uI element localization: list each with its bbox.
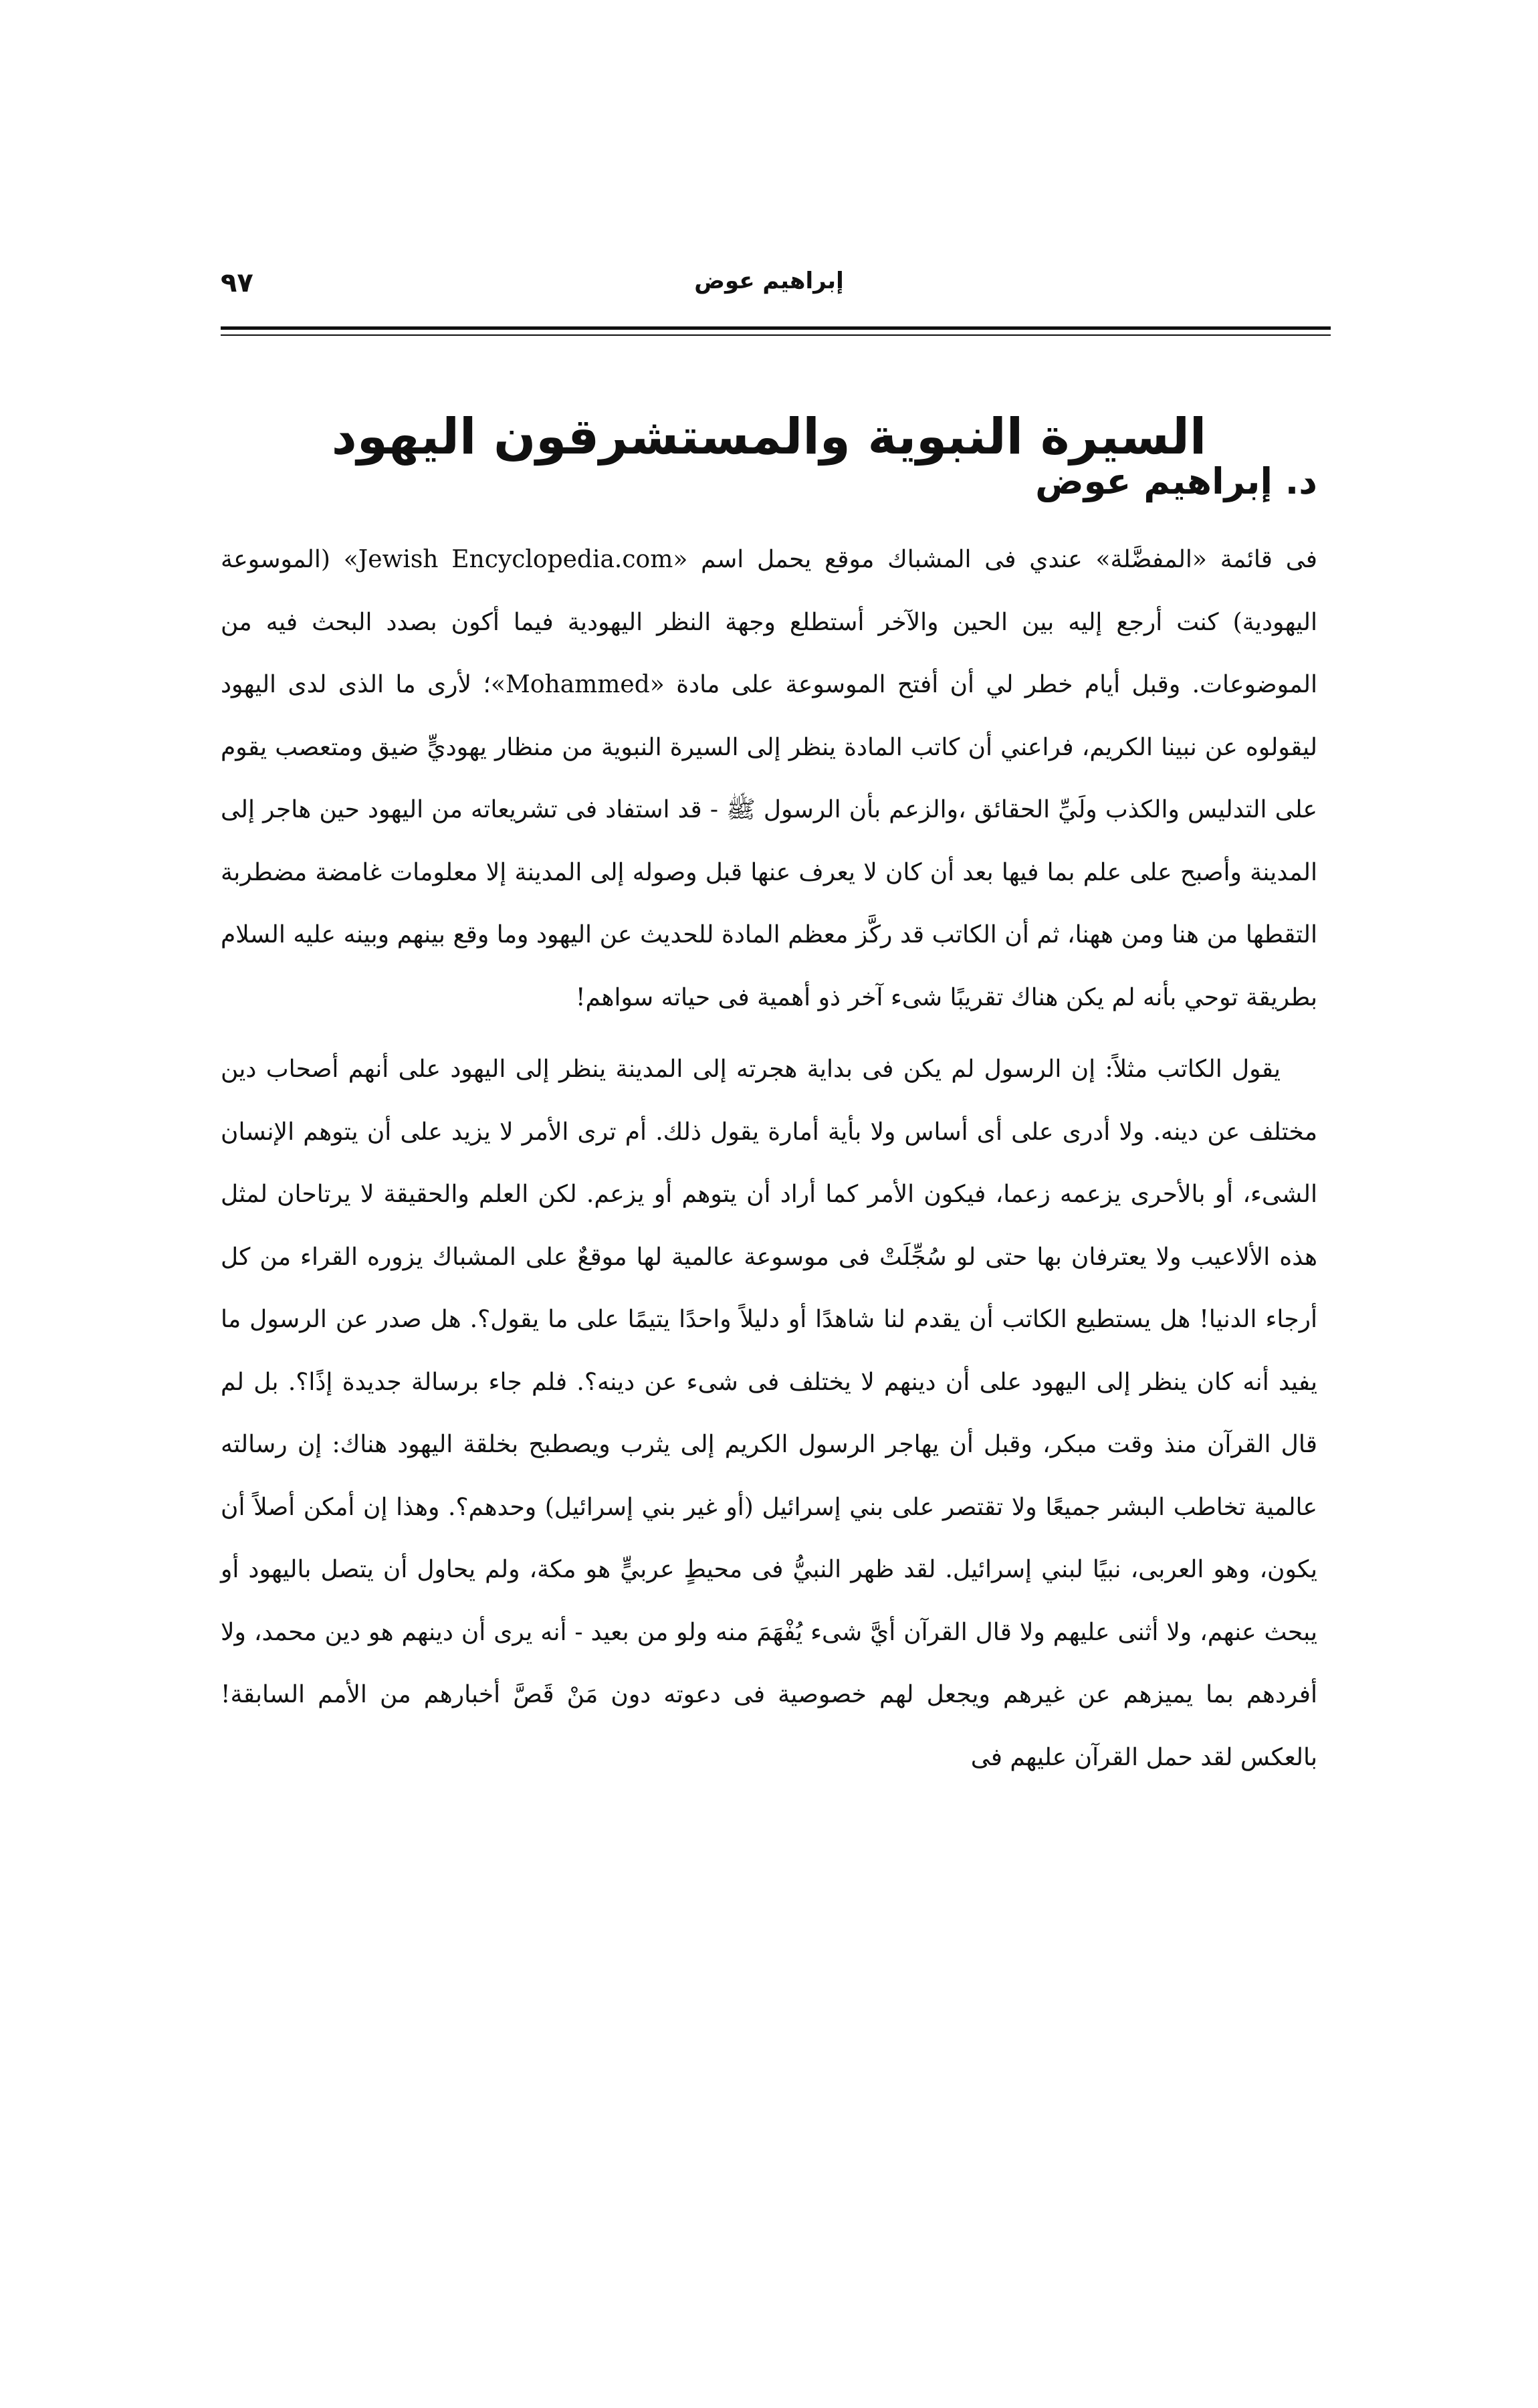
article-title: السيرة النبوية والمستشرقون اليهود: [331, 407, 1207, 466]
article-byline: د. إبراهيم عوض: [1035, 460, 1317, 502]
header-rule: [221, 326, 1331, 330]
article-body: [221, 528, 1317, 1789]
running-header: [221, 268, 1317, 314]
running-header-author: إبراهيم عوض: [694, 268, 844, 294]
header-rule-thin: [221, 334, 1331, 336]
paragraph: فى قائمة «المفضَّلة» عندي فى المشباك موقع يحمل اسم «Jewish Encyclopedia.com» (الموسوعة اليهودية) كنت أرجع إليه بين الحين والآخر أستطلع وجهة النظر اليهودية فيما أكون بصدد البحث فيه من الموضوعات. وقبل أيام خطر لي أن أفتح الموسوعة على مادة «Mohammed»؛ لأرى ما الذى لدى اليهود ليقولوه عن نبينا الكريم، فراعني أن كاتب المادة ينظر إلى السيرة النبوية من منظار يهوديٍّ ضيق ومتعصب يقوم على التدليس والكذب ولَيِّ الحقائق ،والزعم بأن الرسول ﷺ - قد استفاد فى تشريعاته من اليهود حين هاجر إلى المدينة وأصبح على علم بما فيها بعد أن كان لا يعرف عنها قبل وصوله إلى المدينة إلا معلومات غامضة مضطربة التقطها من هنا ومن ههنا، ثم أن الكاتب قد ركَّز معظم المادة للحديث عن اليهود وما وقع بينهم وبينه عليه السلام بطريقة توحي بأنه لم يكن هناك تقريبًا شىء آخر ذو أهمية فى حياته سواهم!: [221, 546, 1317, 1011]
page-number: ٩٧: [221, 268, 253, 298]
paragraph: يقول الكاتب مثلاً: إن الرسول لم يكن فى بداية هجرته إلى المدينة ينظر إلى اليهود على أنهم أصحاب دين مختلف عن دينه. ولا أدرى على أى أساس ولا بأية أمارة يقول ذلك. أم ترى الأمر لا يزيد على أن يتوهم الإنسان الشىء، أو بالأحرى يزعمه زعما، فيكون الأمر كما أراد أن يتوهم أو يزعم. لكن العلم والحقيقة لا يرتاحان لمثل هذه الألاعيب ولا يعترفان بها حتى لو سُجِّلَتْ فى موسوعة عالمية لها موقعٌ على المشباك يزوره القراء من كل أرجاء الدنيا! هل يستطيع الكاتب أن يقدم لنا شاهدًا أو دليلاً واحدًا يتيمًا على ما يقول؟. هل صدر عن الرسول ما يفيد أنه كان ينظر إلى اليهود على أن دينهم لا يختلف فى شىء عن دينه؟. فلم جاء برسالة جديدة إذًا؟. بل لم قال القرآن منذ وقت مبكر، وقبل أن يهاجر الرسول الكريم إلى يثرب ويصطبح بخلقة اليهود هناك: إن رسالته عالمية تخاطب البشر جميعًا ولا تقتصر على بني إسرائيل (أو غير بني إسرائيل) وحدهم؟. وهذا إن أمكن أصلاً أن يكون، وهو العربى، نبيًا لبني إسرائيل. لقد ظهر النبيُّ فى محيطٍ عربيٍّ هو مكة، ولم يحاول أن يتصل باليهود أو يبحث عنهم، ولا أثنى عليهم ولا قال القرآن أيَّ شىء يُفْهَمَ منه ولو من بعيد - أنه يرى أن دينهم هو دين محمد، ولا أفردهم بما يميزهم عن غيرهم ويجعل لهم خصوصية فى دعوته دون مَنْ قَصَّ أخبارهم من الأمم السابقة! بالعكس لقد حمل القرآن عليهم فى: [221, 1056, 1317, 1771]
